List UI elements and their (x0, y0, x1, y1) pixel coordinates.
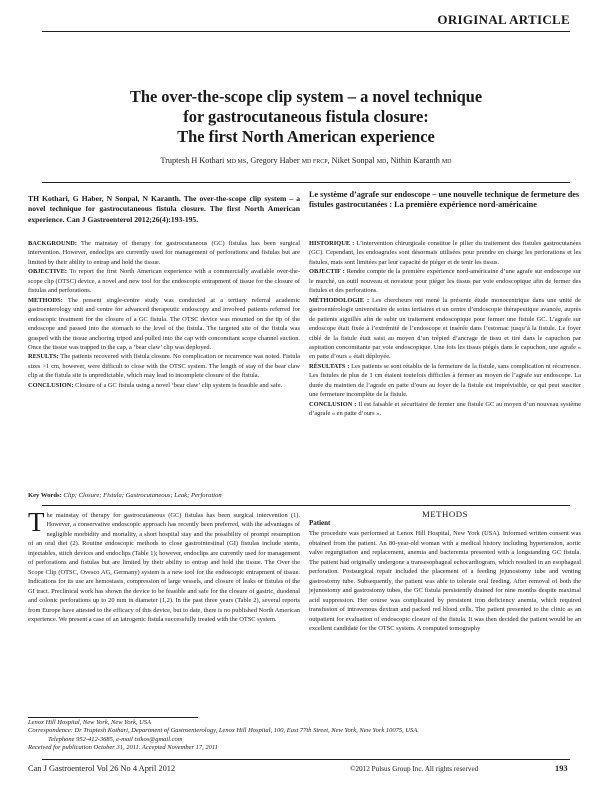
abstract-french (309, 239, 581, 419)
keywords: Key Words: Clip; Closure; Fistula; Gastrocutaneous; Leak; Perforation (28, 492, 222, 499)
copyright: ©2012 Pulsus Group Inc. All rights reserved (350, 765, 479, 773)
header-rule (42, 31, 570, 32)
drop-cap: T (28, 507, 45, 537)
abstract-paragraph: RESULTS: The patients recovered with fistula closure. No complication or recurrence was noted. Fistula sizes >1 cm, however, were difficult to close with the OTSC system. The length of stay of the bear claw clip at the fistula site is unpredictable, which may lead to incomplete closure of the fistula. (28, 353, 301, 380)
author-degree: MD (376, 159, 387, 165)
abstract-paragraph: CONCLUSION: Closure of a GC fistula using a novel ‘bear claw’ clip system is feasible and safe. (28, 381, 283, 389)
footer-rule (42, 759, 570, 760)
contact: Telephone 952-412-3685, e-mail tsikos@gmail.com (48, 735, 183, 743)
footnote-rule (28, 717, 198, 718)
journal-info: Can J Gastroenterol Vol 26 No 4 April 2012 (28, 764, 176, 773)
author-name: Gregory Haber (250, 156, 300, 165)
received-date: Received for publication October 31, 2011. Accepted November 17, 2011 (28, 744, 218, 752)
abstract-top-rule (42, 182, 570, 183)
author-name: Nithin Karanth (390, 156, 440, 165)
abstract-paragraph: MÉTHODOLOGIE : Les chercheurs ont mené la présente étude monocentrique dans une unité de gastroentérologie universitaire de soins tertiaires et un centre d’endoscopie thérapeutique avancée, auprès de patients aiguillés afin de subir un traitement endoscopique pour fermer une fistule GC. L’agrafe sur endoscope était fixée à l’extrémité de l’endoscope et insérée dans l’estomac jusqu’à la fistule. Le foyer ciblé de la fistule était saisi au moyen d’un trépied d’ancrage de tissu et tiré dans le capuchon par aspiration concomitante par voie endoscopique. Une fois les tissus piégés dans le capuchon, une agrafe « en patte d’ours » était déployée. (309, 296, 582, 361)
abstract-paragraph: HISTORIQUE : L’intervention chirurgicale constitue le pilier du traitement des fistules gastrocutanées (GC). Cependant, les endoagrafes sont désormais utilisées pour prendre en charge les perforations et les fistules, mais sont limitées par leur capacité de piéger et de tenir les tissus. (309, 240, 581, 266)
footnote (28, 719, 588, 753)
abstract-paragraph: CONCLUSION : Il est faisable et sécuritaire de fermer une fistule GC au moyen d’un nouveau système d’agrafe « en patte d’ours ». (309, 400, 581, 418)
article-title: The over-the-scope clip system – a novel technique for gastrocutaneous fistula closure: The first North American experience (129, 87, 483, 146)
page-number: 193 (555, 764, 568, 773)
affiliation: Lenox Hill Hospital, New York, New York, USA (28, 719, 152, 726)
abstract-paragraph: BACKGROUND: The mainstay of therapy for gastrocutaneous (GC) fistulas has been surgical intervention. However, endoclips are currently used for management of perforations and fistulas but are limited by their ability to entrap and hold the tissue. (28, 240, 300, 266)
abstract-english (28, 239, 300, 390)
author-name: Niket Sonpal (331, 156, 375, 165)
section-heading: ORIGINAL ARTICLE (437, 12, 570, 27)
subheading-patient: Patient (309, 519, 331, 527)
author-degree: MD FRCP (301, 159, 328, 165)
methods-section (309, 519, 581, 633)
author-degree: MD MS (226, 159, 247, 165)
citation: TH Kothari, G Haber, N Sonpal, N Karanth. The over-the-scope clip system – a novel technique for gastrocutaneous fistula closure. The first North American experience. Can J Gastroenterol 2012;26(4):193-195. (28, 194, 300, 224)
methods-text: The procedure was performed at Lenox Hill Hospital, New York (USA). Informed written consent was obtained from the patient. An 80-year-old woman with a medical history including hypertension, aortic valve regurgitation and replacement, anemia and bacteremia presented with a longstanding GC fistula. The patient had originally undergone a transesophageal echocardiogram, which resulted in an esophageal perforation. Postsurgical repair included the placement of a feeding jejunostomy tube and venting gastrostomy tube. Subsequently, the patient was able to tolerate oral feeding. After removal of both the jejunostomy and gastrostomy tubes, the GC fistula persistently drained for nine months despite maximal acid suppression. Her course was complicated by persistent iron deficiency anemia, which required transfusion of intravenous dextran and packed red blood cells. The patient presented to the clinic as an outpatient for evaluation of endoscopic closure of the fistula. It was then decided the patient would be an excellent candidate for the OTSC system. A computed tomography (309, 530, 581, 632)
abstract-bottom-rule (42, 505, 570, 506)
author-list: Truptesh H Kothari MD MS, Gregory Haber MD FRCP, Niket Sonpal MD, Nithin Karanth MD (160, 156, 452, 165)
abstract-paragraph: RÉSULTATS : Les patients se sont rétablis de la fermeture de la fistule, sans complication ni récurrence. Les fistules de plus de 1 cm étaient toutefois difficiles à fermer au moyen de l’agrafe sur endoscope. La durée du maintien de l’agrafe en patte d’ours au foyer de la fistule est imprévisible, ce qui peut susciter une fermeture incomplète de la fistule. (309, 362, 581, 399)
intro-text: he mainstay of therapy for gastrocutaneous (GC) fistulas has been surgical intervention (1). However, a conservative endoscopic approach has recently been preferred, with the advantages of negligible morbidity and mortality, a short hospital stay and the possibility of prompt resumption of an oral diet (2). Routine endoscopic methods to close gastrointestinal (GI) fistulas include stents, injectables, stitch devices and endoclips (Table 1); however, endoclips are currently used for management of perforations and fistulas but are limited by their ability to entrap and hold the tissue. The Over the Scope Clip (OTSC, Ovesco AG, Germany) system is a new tool for the endoscopic entrapment of tissue. Indications for its use are hemostasis, compression of large vessels, and closure of leaks or fistulas of the GI tract. Preclinical work has shown the device to be feasible and safe for the closure of gastric, duodenal and colonic perforations up to 20 mm in diameter (1,2). In the past three years (Table 2), several reports from Europe have attested to the efficacy of this device, but to date, there is no published North American experience. We present a case of an iatrogenic fistula successfully treated with the OTSC system. (28, 512, 300, 623)
methods-heading: METHODS (421, 509, 469, 519)
abstract-paragraph: OBJECTIVE: To report the first North American experience with a commercially available over-the-scope clip (OTSC) device, a novel and new tool for the endoscopic entrapment of tissue for the closure of fistulas and perforations. (28, 268, 301, 295)
abstract-paragraph: OBJECTIF : Rendre compte de la première expérience nord-américaine d’une agrafe sur endoscope sur le marché, un outil nouveau et novateur pour piéger les tissus par voie endoscopique afin de fermer des fistules et des perforations. (309, 268, 581, 295)
correspondence: Correspondence: Dr Truptesh Kothari, Department of Gastroenterology, Lenox Hill Hospital, 100, East 77th Street, New York, New York 10075, USA. (28, 727, 419, 735)
introduction (28, 507, 300, 624)
author-name: Truptesh H Kothari (160, 156, 225, 165)
author-degree: MD (441, 159, 452, 165)
french-title: Le système d’agrafe sur endoscope – une nouvelle technique de fermeture des fistules gastrocutanées : La première expérience nord-américaine (309, 190, 580, 210)
abstract-paragraph: METHODS: The present single-centre study was conducted at a tertiary referral academic gastroenterology unit and centre for advanced therapeutic endoscopy and involved patients referred for endoscopic treatment for the closure of a GC fistula. The OTSC device was mounted on the tip of the endoscope and passed into the stomach to the level of the fistula. The targeted site of the fistula was grasped with the tissue anchoring tripod and pulled into the cap with concomitant scope channel suction. Once the tissue was trapped in the cap, a ‘bear claw’ clip was deployed. (28, 296, 300, 351)
